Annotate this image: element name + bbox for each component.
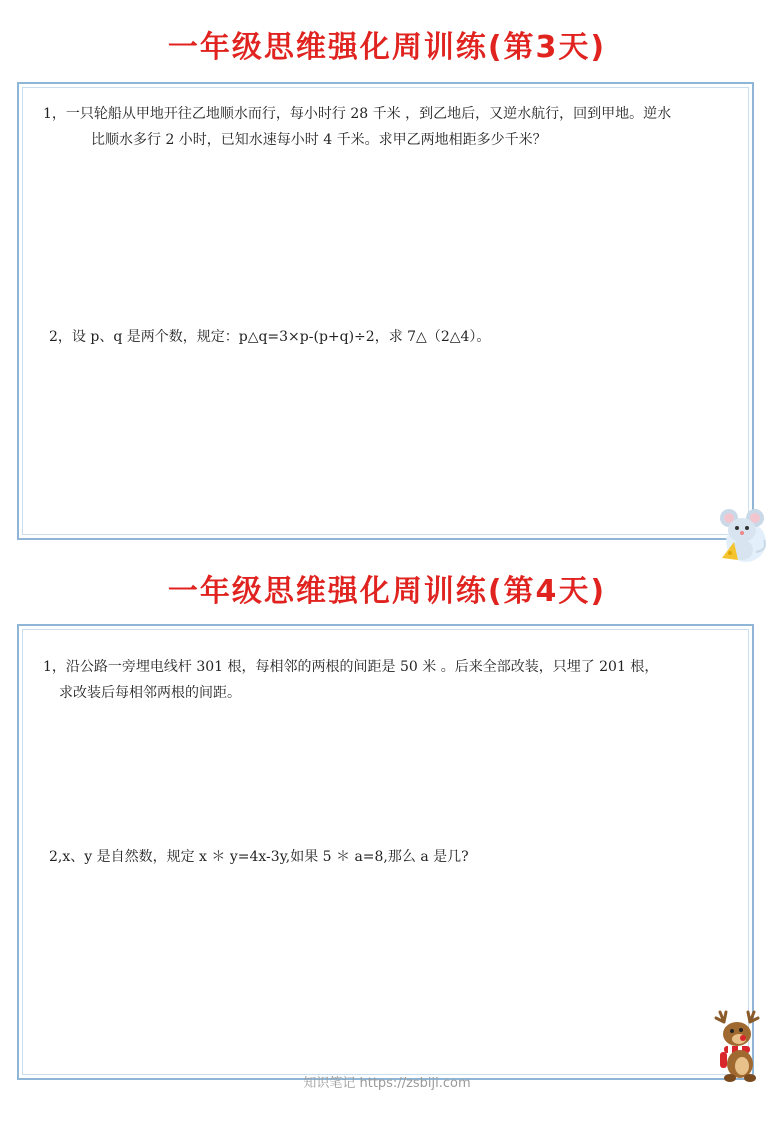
day3-question-1-line1: 1，一只轮船从甲地开往乙地顺水而行，每小时行 28 千米 ，到乙地后，又逆水航行，回到甲地。逆水 <box>43 106 672 122</box>
mouse-with-cheese-icon <box>712 506 772 564</box>
footer-watermark: 知识笔记 https://zsbiji.com <box>303 1076 471 1091</box>
day4-question-1-line1: 1，沿公路一旁埋电线杆 301 根，每相邻的两根的间距是 50 米 。后来全部改装，只埋了 201 根， <box>43 659 659 675</box>
day4-title: 一年级思维强化周训练(第4天) <box>167 574 607 609</box>
day3-question-1 <box>43 101 743 153</box>
day3-title: 一年级思维强化周训练(第3天) <box>167 30 607 65</box>
day3-panel <box>17 82 754 540</box>
day4-panel <box>17 624 754 1080</box>
day3-question-1-line2: 比顺水多行 2 小时，已知水速每小时 4 千米。求甲乙两地相距多少千米？ <box>91 132 547 148</box>
day4-question-1-line2: 求改装后每相邻两根的间距。 <box>59 685 241 701</box>
day4-question-1 <box>43 654 743 706</box>
day4-question-2: 2,x、y 是自然数，规定 x ＊ y=4x-3y,如果 5 ＊ a=8,那么 a 是几? <box>49 849 469 865</box>
day3-question-2: 2，设 p、q 是两个数，规定：p△q=3×p-(p+q)÷2，求 7△（2△4）。 <box>49 329 491 345</box>
